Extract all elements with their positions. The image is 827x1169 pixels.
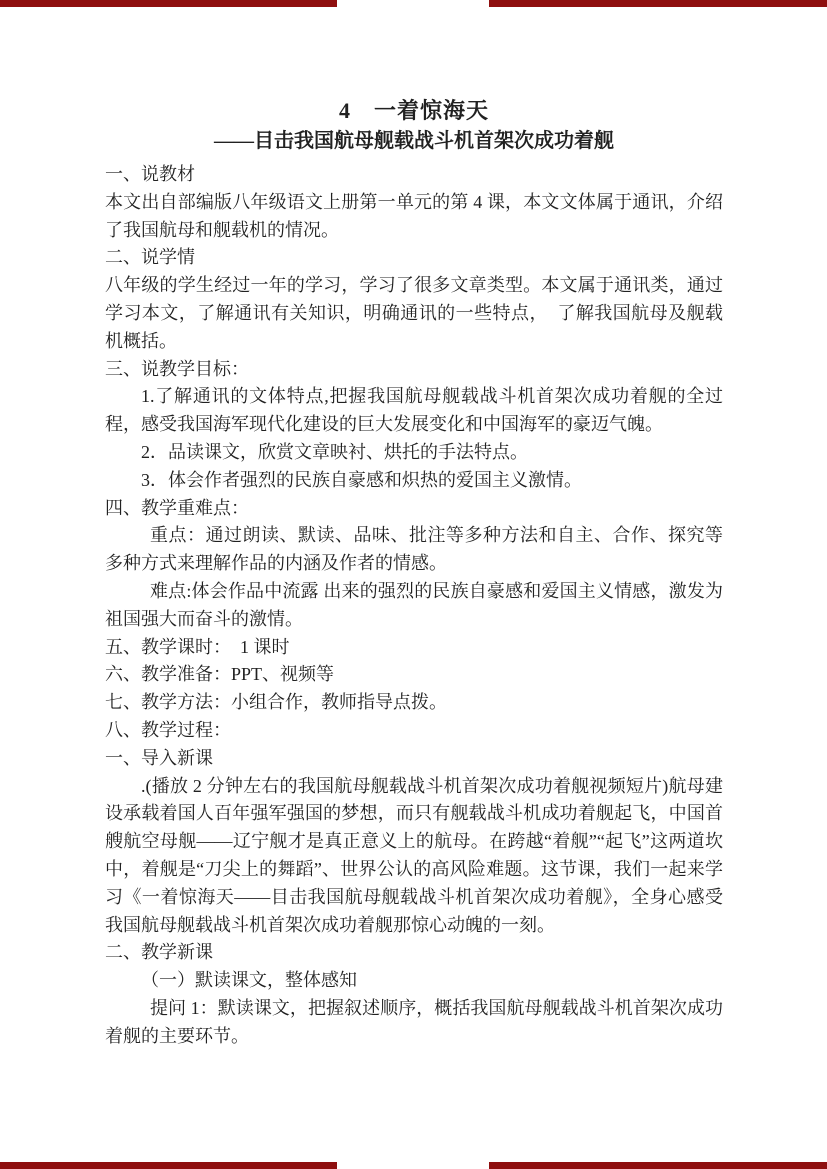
- heading-daoru-xinke: 一、导入新课: [105, 747, 213, 768]
- heading-jiaoxue-mubiao: 三、说教学目标：: [105, 358, 249, 379]
- para-mubiao-2: 2．品读课文，欣赏文章映衬、烘托的手法特点。: [141, 441, 528, 462]
- lesson-subtitle: ——目击我国航母舰载战斗机首架次成功着舰: [214, 130, 614, 152]
- lesson-title: 4 一着惊海天: [338, 98, 489, 123]
- page-edge-marker-top-left: [0, 0, 337, 7]
- para-mubiao-3: 3．体会作者强烈的民族自豪感和炽热的爱国主义激情。: [141, 469, 582, 490]
- heading-shuo-jiaocai: 一、说教材: [105, 164, 195, 184]
- heading-jiaoxue-xinke: 二、教学新课: [105, 942, 213, 963]
- para-zhongdian: 重点：通过朗读、默读、品味、批注等多种方法和自主、合作、探究等多种方式来理解作品的内涵及作者的情感。: [105, 525, 723, 574]
- heading-jiaoxue-guocheng: 八、教学过程：: [105, 719, 231, 740]
- para-daoru-content: .(播放 2 分钟左右的我国航母舰载战斗机首架次成功着舰视频短片)航母建设承载着国人百年强军强国的梦想，而只有舰载战斗机成功着舰起飞，中国首艘航空母舰——辽宁舰才是真正意义上的航母。在跨越“着舰”“起飞”这两道坎中，着舰是“刀尖上的舞蹈”、世界公认的高风险难题。这节课，我们一起来学习《一着惊海天——目击我国航母舰载战斗机首架次成功着舰》，全身心感受我国航母舰载战斗机首架次成功着舰那惊心动魄的一刻。: [105, 775, 723, 935]
- para-mubiao-1: 1.了解通讯的文体特点,把握我国航母舰载战斗机首架次成功着舰的全过程，感受我国海军现代化建设的巨大发展变化和中国海军的豪迈气魄。: [105, 386, 723, 435]
- para-modu-kewen: （一）默读课文，整体感知: [141, 970, 357, 991]
- document-content: [105, 96, 723, 1051]
- page-edge-marker-bottom-right: [489, 1162, 827, 1169]
- heading-zhongnandian: 四、教学重难点：: [105, 497, 249, 518]
- heading-shuo-xueqing: 二、说学情: [105, 247, 195, 268]
- para-tiwen-1: 提问 1：默读课文，把握叙述顺序，概括我国航母舰载战斗机首架次成功着舰的主要环节。: [105, 997, 723, 1046]
- page-edge-marker-top-right: [489, 0, 827, 7]
- para-jiaoxue-keshi: 五、教学课时： 1 课时: [105, 636, 290, 657]
- page-edge-marker-bottom-left: [0, 1162, 337, 1169]
- para-jiaoxue-zhunbei: 六、教学准备：PPT、视频等: [105, 664, 335, 685]
- para-xueqing-desc: 八年级的学生经过一年的学习，学习了很多文章类型。本文属于通讯类，通过学习本文，了解通讯有关知识，明确通讯的一些特点， 了解我国航母及舰载机概括。: [105, 275, 723, 351]
- para-jiaoxue-fangfa: 七、教学方法：小组合作，教师指导点拨。: [105, 692, 447, 713]
- para-jiaocai-desc: 本文出自部编版八年级语文上册第一单元的第 4 课，本文文体属于通讯，介绍了我国航母和舰载机的情况。: [105, 191, 723, 240]
- para-nandian: 难点:体会作品中流露 出来的强烈的民族自豪感和爱国主义情感，激发为祖国强大而奋斗的激情。: [105, 580, 723, 629]
